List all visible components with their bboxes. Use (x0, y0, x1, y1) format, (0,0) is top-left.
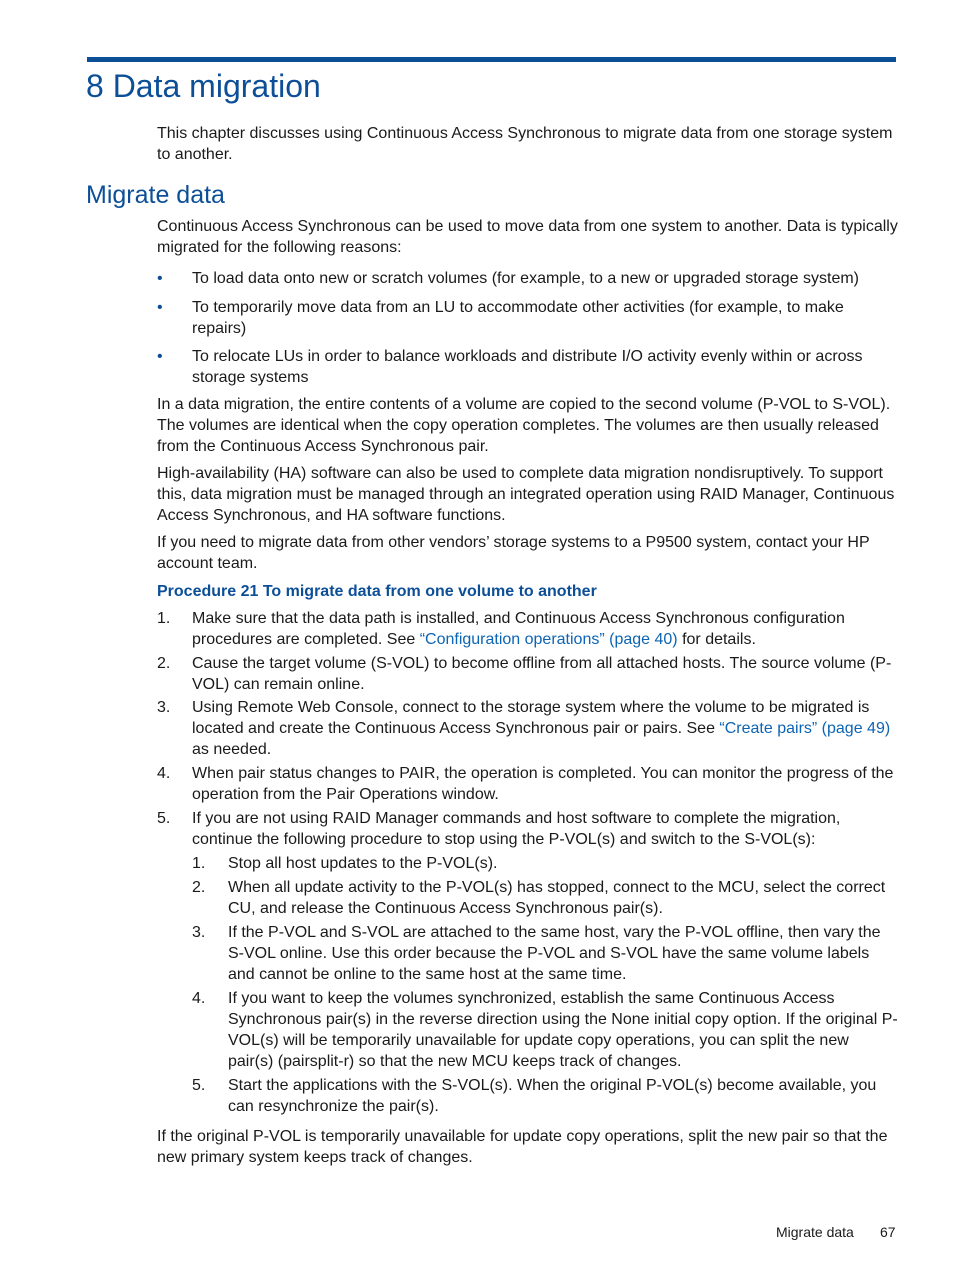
substep-number: 2. (192, 879, 206, 896)
step-number: 4. (157, 765, 171, 782)
step-number: 3. (157, 699, 171, 716)
footer-page-number: 67 (880, 1224, 896, 1240)
substep-number: 4. (192, 990, 206, 1007)
step-text: Make sure that the data path is installed, and Continuous Access Synchronous configuration procedures are completed. See “Configuration operations” (page 40) for details. (192, 610, 845, 648)
body-paragraph: In a data migration, the entire contents of a volume are copied to the second volume (P-VOL to S-VOL). The volumes are identical when the copy operation completes. The volumes are then usually released from the Continuous Access Synchronous pair. (157, 396, 891, 455)
footer-section-name: Migrate data (776, 1224, 854, 1240)
step-text: Cause the target volume (S-VOL) to become offline from all attached hosts. The source volume (P-VOL) can remain online. (192, 655, 892, 693)
substep-number: 3. (192, 924, 206, 941)
bullet-text: To relocate LUs in order to balance workloads and distribute I/O activity evenly within or across storage systems (192, 348, 863, 386)
section-title: Migrate data (86, 181, 225, 209)
body-paragraph: If you need to migrate data from other vendors’ storage systems to a P9500 system, contact your HP account team. (157, 534, 870, 572)
configuration-operations-link[interactable]: “Configuration operations” (page 40) (419, 631, 678, 648)
chapter-rule (87, 57, 896, 62)
step-text: If you are not using RAID Manager commands and host software to complete the migration, continue the following procedure to stop using the P-VOL(s) and switch to the S-VOL(s): (192, 810, 841, 848)
section-lead: Continuous Access Synchronous can be used to move data from one system to another. Data is typically migrated for the following reasons: (157, 218, 898, 256)
substep-number: 5. (192, 1077, 206, 1094)
substep-text: Start the applications with the S-VOL(s). When the original P-VOL(s) become available, you can resynchronize the pair(s). (228, 1077, 877, 1115)
substep-text: When all update activity to the P-VOL(s) has stopped, connect to the MCU, select the correct CU, and release the Continuous Access Synchronous pair(s). (228, 879, 886, 917)
chapter-title: 8 Data migration (86, 68, 321, 104)
substep-text: If the P-VOL and S-VOL are attached to the same host, vary the P-VOL offline, then vary the S-VOL online. Use this order because the P-VOL and S-VOL have the same volume labels and cannot be online to the same host at the same time. (228, 924, 881, 983)
step-text: Using Remote Web Console, connect to the storage system where the volume to be migrated is located and create the Continuous Access Synchronous pair or pairs. See “Create pairs” (page 49) as needed. (192, 699, 891, 758)
procedure-heading: Procedure 21 To migrate data from one volume to another (157, 583, 597, 600)
closing-paragraph: If the original P-VOL is temporarily unavailable for update copy operations, split the new pair so that the new primary system keeps track of changes. (157, 1128, 888, 1166)
bullet-text: To temporarily move data from an LU to accommodate other activities (for example, to make repairs) (192, 299, 844, 337)
substep-text: If you want to keep the volumes synchronized, establish the same Continuous Access Synchronous pair(s) in the reverse direction using the None initial copy option. If the original P-VOL(s) will be temporarily unavailable for update copy operations, you can split the new pair(s) (pairsplit-r) so that the new MCU keeps track of changes. (228, 990, 898, 1070)
substep-text: Stop all host updates to the P-VOL(s). (228, 855, 498, 872)
bullet-icon: • (157, 270, 163, 287)
step-number: 5. (157, 810, 171, 827)
step-number: 2. (157, 655, 171, 672)
create-pairs-link[interactable]: “Create pairs” (page 49) (719, 720, 891, 737)
bullet-icon: • (157, 348, 163, 365)
bullet-icon: • (157, 299, 163, 316)
step-number: 1. (157, 610, 171, 627)
substep-number: 1. (192, 855, 206, 872)
step-text: When pair status changes to PAIR, the operation is completed. You can monitor the progress of the operation from the Pair Operations window. (192, 765, 894, 803)
body-paragraph: High-availability (HA) software can also be used to complete data migration nondisruptively. To support this, data migration must be managed through an integrated operation using RAID Manager, Continuous Access Synchronous, and HA software functions. (157, 465, 895, 524)
bullet-text: To load data onto new or scratch volumes (for example, to a new or upgraded storage system) (192, 270, 860, 287)
intro-paragraph: This chapter discusses using Continuous Access Synchronous to migrate data from one storage system to another. (157, 125, 893, 163)
